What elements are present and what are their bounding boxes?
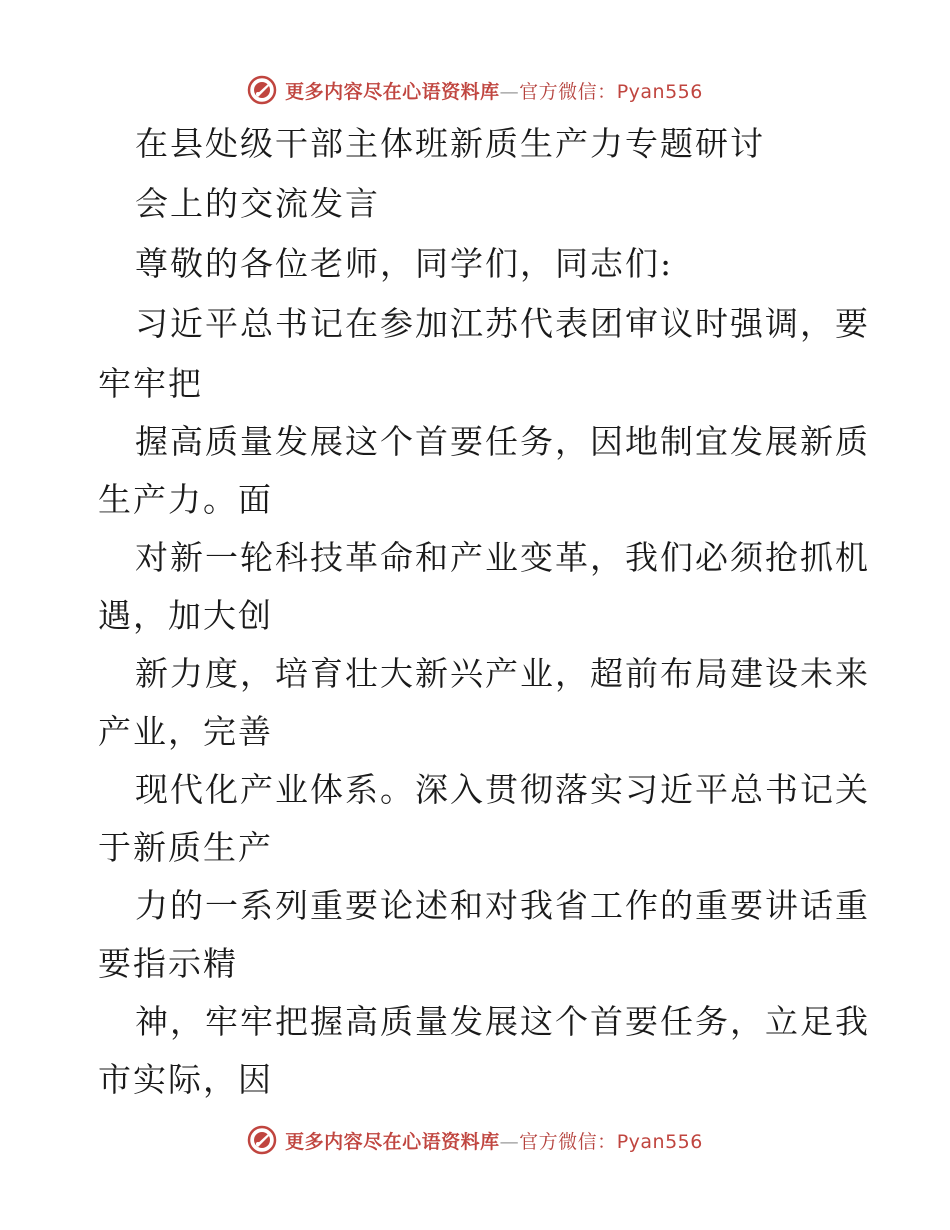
watermark-brand: 更多内容尽在心语资料库	[285, 1130, 500, 1153]
watermark-banner-top	[0, 70, 950, 110]
text-line: 生产力。面	[98, 480, 273, 519]
text-line: 于新质生产	[98, 828, 273, 867]
watermark-brand: 更多内容尽在心语资料库	[285, 80, 500, 103]
text-line: 市实际，因	[98, 1060, 273, 1099]
logo-seal-icon	[247, 1125, 277, 1155]
watermark-text	[285, 77, 703, 104]
watermark-separator: —	[499, 80, 520, 103]
watermark-wechat-label: 官方微信：	[519, 80, 617, 103]
logo-seal-icon	[247, 75, 277, 105]
text-line: 遇，加大创	[98, 596, 273, 635]
text-line: 要指示精	[98, 944, 238, 983]
text-line: 对新一轮科技革命和产业变革，我们必须抢抓机	[135, 538, 870, 577]
salutation: 尊敬的各位老师，同学们，同志们:	[135, 244, 674, 283]
watermark-wechat-label: 官方微信：	[519, 1130, 617, 1153]
text-line: 现代化产业体系。深入贯彻落实习近平总书记关	[135, 770, 870, 809]
text-line: 力的一系列重要论述和对我省工作的重要讲话重	[135, 886, 870, 925]
text-line: 握高质量发展这个首要任务，因地制宜发展新质	[135, 422, 870, 461]
watermark-separator: —	[499, 1130, 520, 1153]
watermark-text	[285, 1127, 703, 1154]
title-line-1: 在县处级干部主体班新质生产力专题研讨	[135, 124, 765, 163]
text-line: 牢牢把	[98, 364, 203, 403]
text-line: 神，牢牢把握高质量发展这个首要任务，立足我	[135, 1002, 870, 1041]
text-line: 习近平总书记在参加江苏代表团审议时强调，要	[135, 304, 870, 343]
watermark-wechat-id: Pyan556	[616, 1130, 703, 1153]
watermark-wechat-id: Pyan556	[616, 80, 703, 103]
text-line: 新力度，培育壮大新兴产业，超前布局建设未来	[135, 654, 870, 693]
text-line: 产业，完善	[98, 712, 273, 751]
watermark-banner-bottom	[0, 1120, 950, 1160]
title-line-2: 会上的交流发言	[135, 184, 380, 223]
